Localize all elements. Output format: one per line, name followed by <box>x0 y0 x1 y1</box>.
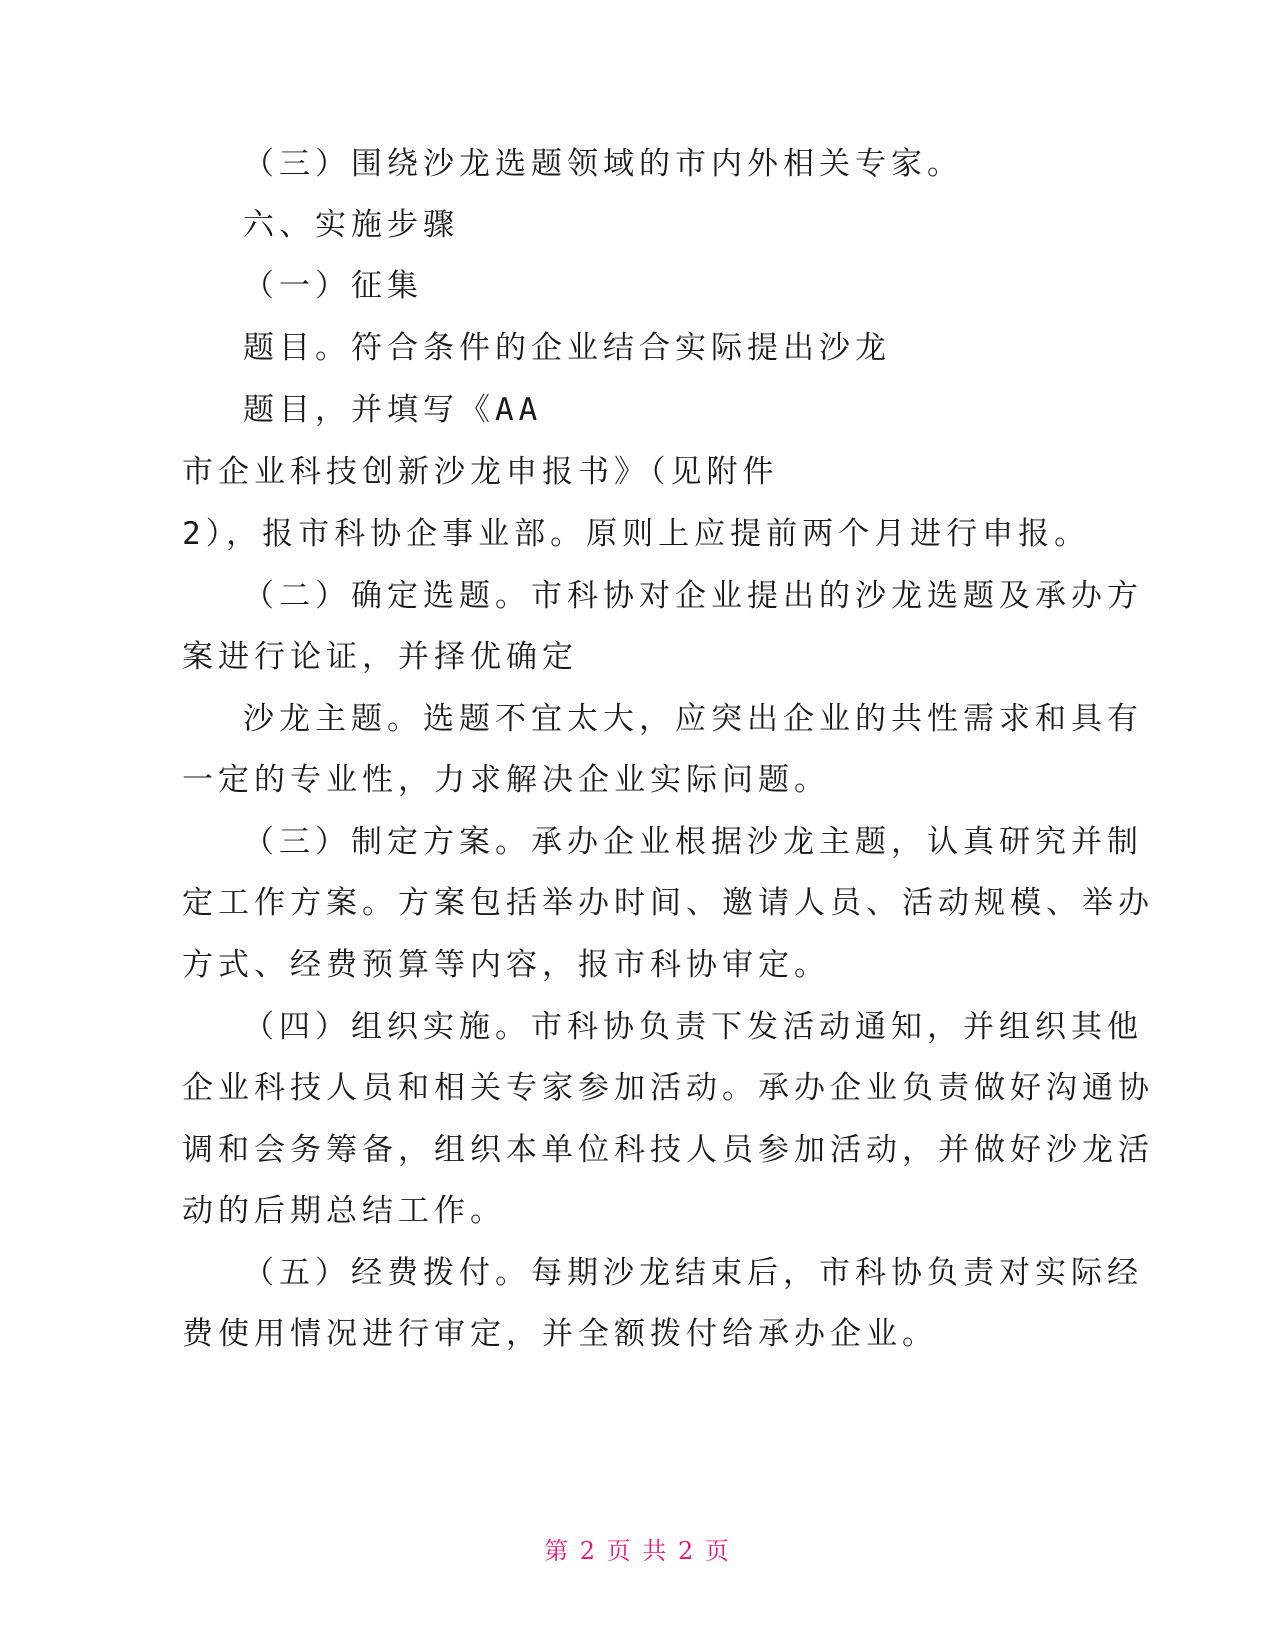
text-line: 动的后期总结工作。 <box>182 1193 506 1229</box>
text-line: （三）制定方案。承办企业根据沙龙主题，认真研究并制 <box>243 824 1143 860</box>
text-line: （二）确定选题。市科协对企业提出的沙龙选题及承办方 <box>243 578 1143 614</box>
text-line: 定工作方案。方案包括举办时间、邀请人员、活动规模、举办 <box>182 885 1154 921</box>
text-line: 案进行论证，并择优确定 <box>182 639 578 675</box>
footer-current-page: 2 <box>579 1537 598 1565</box>
text-line: 调和会务筹备，组织本单位科技人员参加活动，并做好沙龙活 <box>182 1132 1154 1168</box>
text-line: 费使用情况进行审定，并全额拨付给承办企业。 <box>182 1316 938 1352</box>
text-line: （一）征集 <box>243 268 423 304</box>
page-footer <box>0 1531 1275 1566</box>
text-line: （四）组织实施。市科协负责下发活动通知，并组织其他 <box>243 1009 1143 1045</box>
footer-label-page: 第 <box>544 1537 571 1565</box>
text-line: （五）经费拨付。每期沙龙结束后，市科协负责对实际经 <box>243 1255 1143 1291</box>
text-line: 2），报市科协企事业部。原则上应提前两个月进行申报。 <box>182 516 1091 552</box>
text-line: 沙龙主题。选题不宜太大，应突出企业的共性需求和具有 <box>243 701 1143 737</box>
text-line: 题目，并填写《AA <box>243 392 543 428</box>
footer-total-pages: 2 <box>677 1537 696 1565</box>
text-line: 题目。符合条件的企业结合实际提出沙龙 <box>243 330 891 366</box>
footer-label-of: 页 共 <box>606 1537 669 1565</box>
section-heading: 六、实施步骤 <box>243 207 459 243</box>
text-line: 方式、经费预算等内容，报市科协审定。 <box>182 947 830 983</box>
text-line: 企业科技人员和相关专家参加活动。承办企业负责做好沟通协 <box>182 1070 1154 1106</box>
text-line: 市企业科技创新沙龙申报书》（见附件 <box>182 454 779 490</box>
text-line: （三）围绕沙龙选题领域的市内外相关专家。 <box>243 146 963 182</box>
text-line: 一定的专业性，力求解决企业实际问题。 <box>182 762 830 798</box>
footer-label-end: 页 <box>704 1537 731 1565</box>
